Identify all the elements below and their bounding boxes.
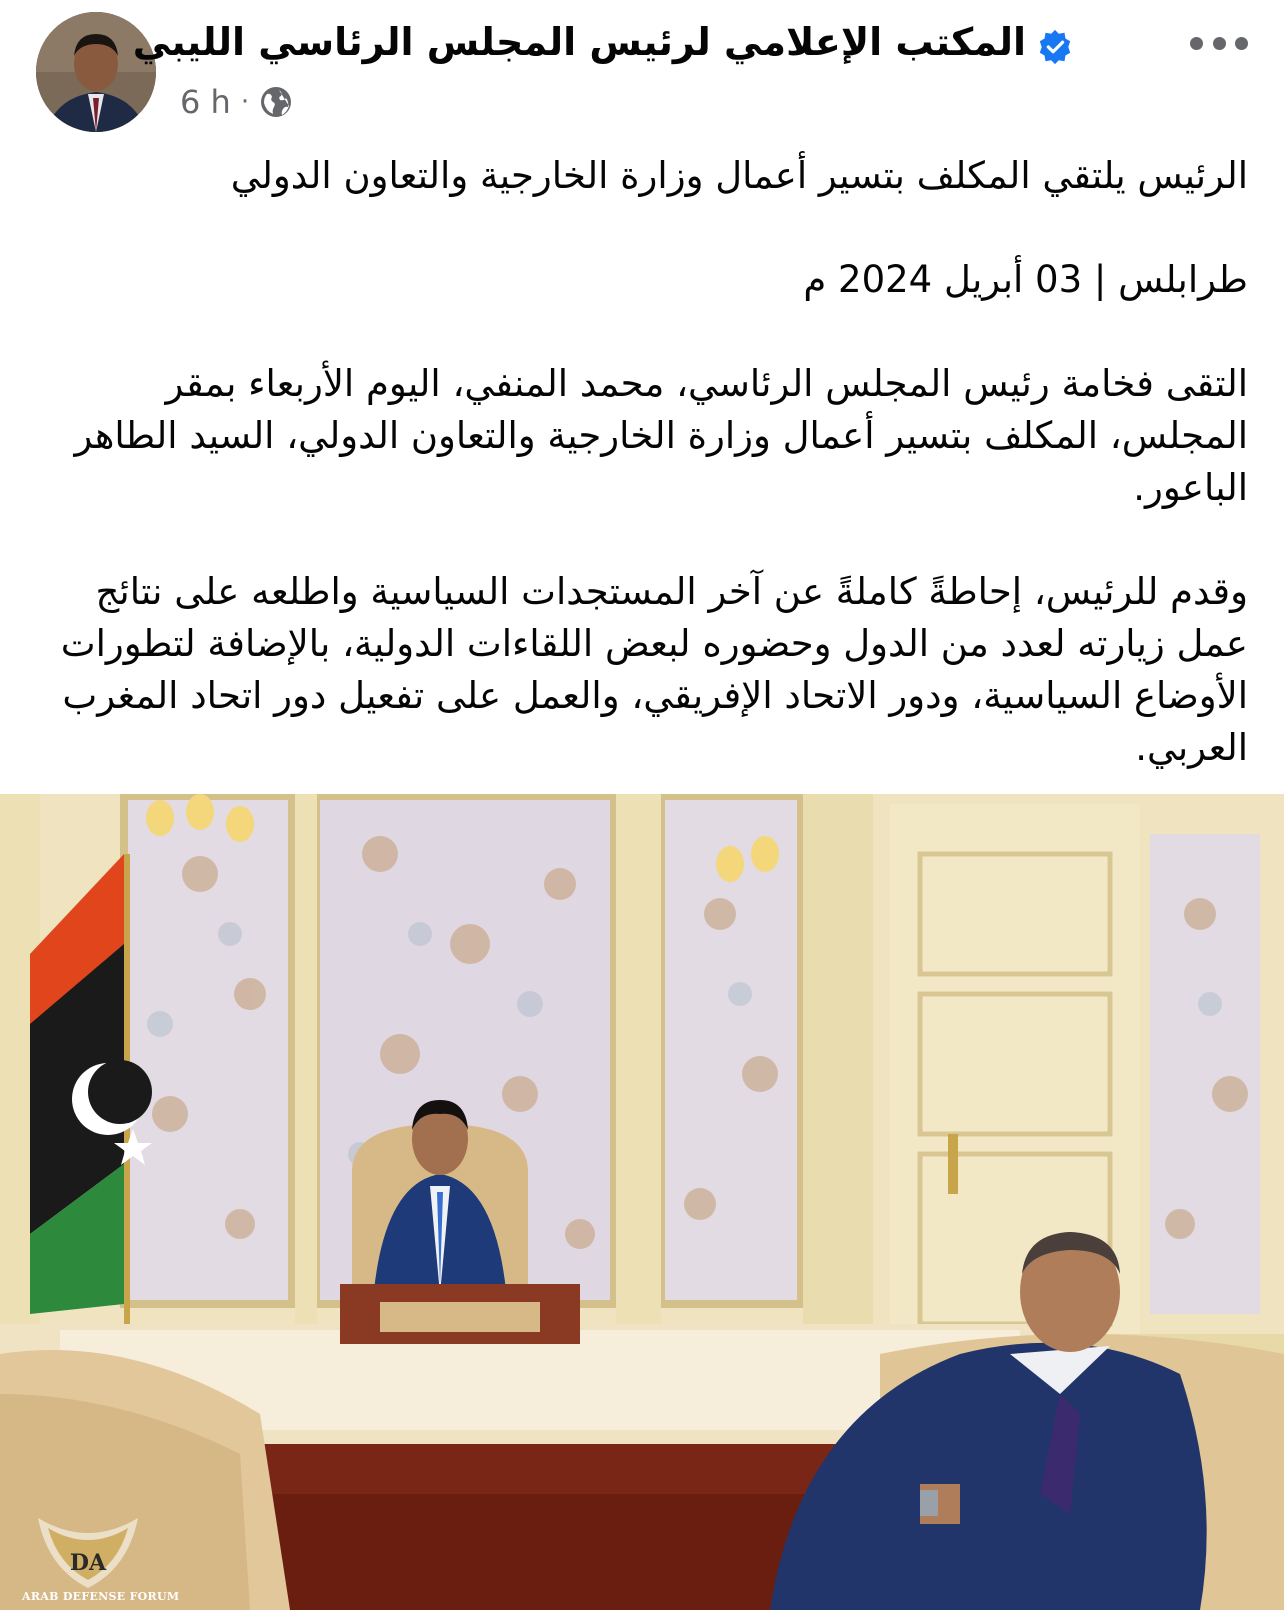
more-dot-icon [1190,37,1203,50]
more-dot-icon [1213,37,1226,50]
post-header [0,0,1284,140]
post-meta [180,82,293,122]
watermark-logo-letters: DA [69,1550,107,1576]
more-options-button[interactable] [1190,26,1248,60]
post-dateline: طرابلس | 03 أبريل 2024 م [803,258,1248,301]
post-timestamp[interactable]: 6 h [180,83,231,121]
more-dot-icon [1235,37,1248,50]
post-body [30,150,1248,774]
globe-icon[interactable] [259,85,293,119]
post-headline: الرئيس يلتقي المكلف بتسير أعمال وزارة الخارجية والتعاون الدولي [230,154,1248,197]
page-name-link[interactable]: المكتب الإعلامي لرئيس المجلس الرئاسي الليبي [132,20,1026,64]
post-paragraph: وقدم للرئيس، إحاطةً كاملةً عن آخر المستجدات السياسية واطلعه على نتائج عمل زيارته لعدد من الدول وحضوره لبعض اللقاءات الدولية، بالإضافة لتطورات الأوضاع السياسية، ودور الاتحاد الإفريقي، والعمل على تفعيل دور اتحاد المغرب العربي. [60,570,1248,769]
post-paragraph: التقى فخامة رئيس المجلس الرئاسي، محمد المنفي، اليوم الأربعاء بمقر المجلس، المكلف بتسير أعمال وزارة الخارجية والتعاون الدولي، السيد الطاهر الباعور. [74,362,1248,509]
watermark-text: ARAB DEFENSE FORUM [22,1590,180,1603]
verified-badge-icon [1036,28,1074,66]
meta-separator: · [240,87,250,117]
post-photo[interactable] [0,794,1284,1610]
